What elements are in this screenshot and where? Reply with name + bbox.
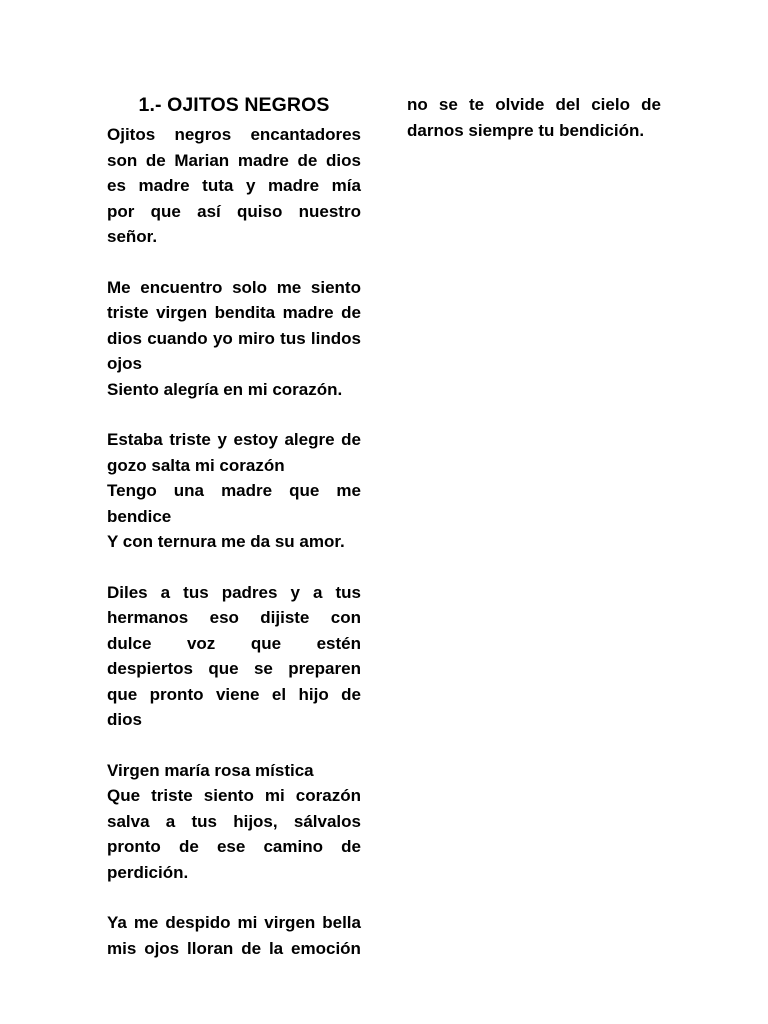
stanza [107,275,361,403]
verse-line: hermanos eso dijiste con [107,608,361,627]
verse-line: despiertos que se preparen [107,659,361,678]
right-stanzas [407,92,661,143]
verse-line: bendice [107,506,172,526]
verse-line: Y con ternura me da su amor. [107,532,345,551]
stanza [107,580,361,733]
stanza [107,122,361,250]
verse-line: señor. [107,227,158,246]
verse-line: por que así quiso nuestro [107,201,361,221]
stanza [107,427,361,555]
verse-line: salva a tus hijos, sálvalos [107,811,361,831]
left-column [107,92,361,986]
right-column [407,92,661,168]
verse-line: pronto de ese camino de [107,837,361,856]
verse-line: perdición. [107,862,189,882]
stanza [107,758,361,886]
verse-line: dulce voz que estén [107,633,361,653]
verse-line: Estaba triste y estoy alegre de [107,430,361,449]
verse-line: es madre tuta y madre mía [107,176,361,195]
stanza [107,910,361,961]
verse-line: dios [107,710,142,729]
verse-line: Diles a tus padres y a tus [107,582,361,602]
verse-line: Ojitos negros encantadores [107,125,361,144]
verse-line: Virgen maría rosa mística [107,760,314,780]
verse-line: son de Marian madre de dios [107,150,361,170]
verse-line: Ya me despido mi virgen bella [107,913,361,932]
verse-line: Que triste siento mi corazón [107,786,361,805]
verse-line: dios cuando yo miro tus lindos [107,328,361,348]
verse-line: Siento alegría en mi corazón. [107,379,343,399]
stanza [407,92,661,143]
verse-line: gozo salta mi corazón [107,455,285,475]
verse-line: darnos siempre tu bendición. [407,120,645,140]
verse-line: mis ojos lloran de la emoción [107,938,361,958]
verse-line: Tengo una madre que me [107,481,361,500]
verse-line: que pronto viene el hijo de [107,684,361,704]
verse-line: triste virgen bendita madre de [107,303,361,322]
verse-line: Me encuentro solo me siento [107,277,361,297]
song-title: 1.- OJITOS NEGROS [138,94,330,116]
verse-line: no se te olvide del cielo de [407,95,661,114]
left-stanzas [107,122,361,961]
verse-line: ojos [107,354,142,373]
